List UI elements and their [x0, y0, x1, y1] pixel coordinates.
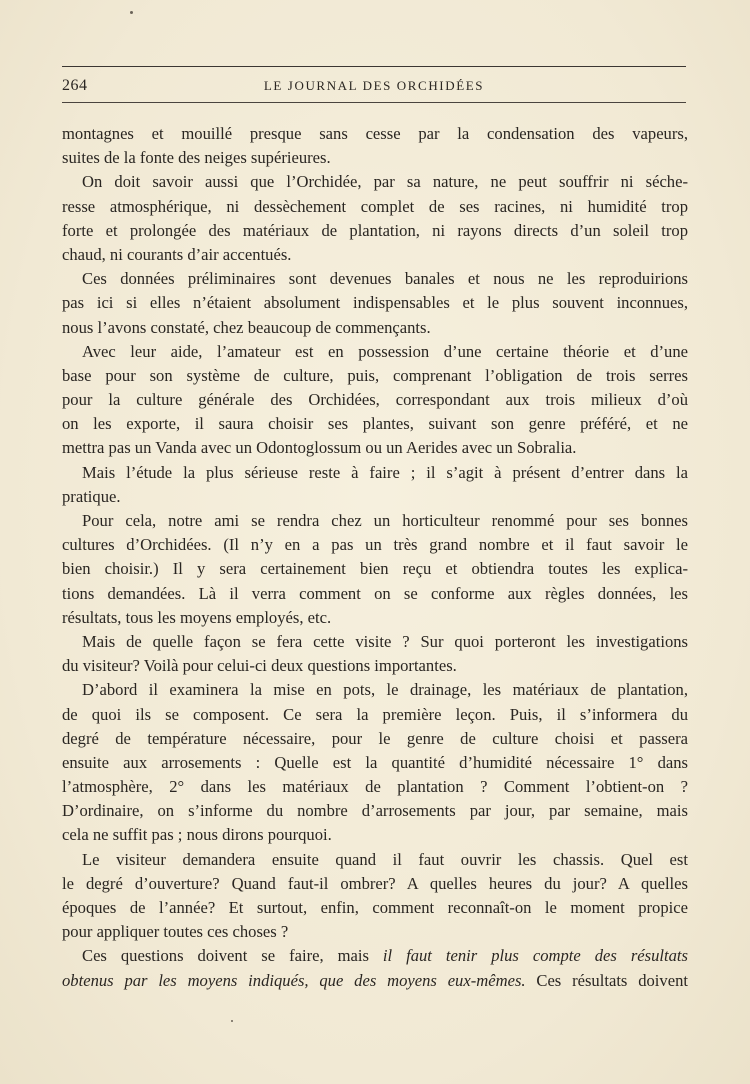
print-speck [231, 1020, 233, 1022]
text-line: l’atmosphère, 2° dans les matériaux de plantation ? Comment l’obtient-on ? [62, 777, 688, 797]
text-line: degré de température nécessaire, pour le genre de culture choisi et passera [62, 728, 688, 748]
text-line-mixed [62, 969, 688, 993]
text-line: chaud, ni courants d’air accentués. [62, 244, 292, 264]
text-line: pour appliquer toutes ces choses ? [62, 922, 289, 942]
text-line: D’abord il examinera la mise en pots, le drainage, les matériaux de plantation, [82, 680, 688, 700]
text-line: On doit savoir aussi que l’Orchidée, par sa nature, ne peut souffrir ni séche- [82, 172, 688, 192]
text-line: le degré d’ouverture? Quand faut-il ombrer? A quelles heures du jour? A quelles [62, 873, 688, 893]
text-line: on les exporte, il saura choisir ses plantes, suivant son genre préféré, et ne [62, 414, 688, 434]
text-line: cultures d’Orchidées. (Il n’y en a pas un très grand nombre et il faut savoir le [62, 535, 688, 555]
text-line: bien choisir.) Il y sera certainement bien reçu et obtiendra toutes les explica- [62, 559, 688, 579]
print-speck [130, 11, 133, 14]
text-line: résultats, tous les moyens employés, etc. [62, 607, 332, 627]
text-line: tions demandées. Là il verra comment on se conforme aux règles données, les [62, 583, 688, 603]
text-line: Avec leur aide, l’amateur est en possession d’une certaine théorie et d’une [82, 341, 688, 361]
text-line: suites de la fonte des neiges supérieures. [62, 148, 331, 168]
text-line: de quoi ils se composent. Ce sera la première leçon. Puis, il s’informera du [62, 704, 688, 724]
text-line: resse atmosphérique, ni dessèchement complet de ses racines, ni humidité trop [62, 196, 688, 216]
page-number: 264 [62, 77, 88, 94]
text-line-mixed [62, 944, 688, 968]
italic-text-segment: obtenus par les moyens indiqués, que des moyens eux-mêmes. [62, 970, 526, 990]
text-line: mettra pas un Vanda avec un Odontoglossum ou un Aerides avec un Sobralia. [62, 438, 577, 458]
running-title: LE JOURNAL DES ORCHIDÉES [263, 78, 485, 93]
text-line: pas ici si elles n’étaient absolument indispensables et le plus souvent inconnues, [62, 293, 688, 313]
text-line: montagnes et mouillé presque sans cesse par la condensation des vapeurs, [62, 124, 688, 143]
text-line: du visiteur? Voilà pour celui-ci deux questions importantes. [62, 656, 457, 676]
text-line: époques de l’année? Et surtout, enfin, comment reconnaît-on le moment propice [62, 898, 688, 917]
text-line: Mais de quelle façon se fera cette visite ? Sur quoi porteront les investigations [82, 631, 688, 651]
text-line: Le visiteur demandera ensuite quand il faut ouvrir les chassis. Quel est [82, 849, 688, 869]
text-line: nous l’avons constaté, chez beaucoup de commençants. [62, 317, 431, 337]
text-segment: Ces questions doivent se faire, mais [82, 946, 383, 966]
text-line: pour la culture générale des Orchidées, correspondant aux trois milieux d’où [62, 390, 688, 410]
text-segment: Ces résultats doivent [525, 970, 688, 990]
text-line: forte et prolongée des matériaux de plantation, ni rayons directs d’un soleil trop [62, 220, 688, 240]
text-line: D’ordinaire, on s’informe du nombre d’arrosements par jour, par semaine, mais [62, 801, 688, 821]
body-text [62, 122, 688, 993]
text-line: cela ne suffit pas ; nous dirons pourquoi. [62, 825, 332, 845]
text-line: pratique. [62, 486, 121, 506]
text-line: Pour cela, notre ami se rendra chez un horticulteur renommé pour ses bonnes [82, 511, 688, 530]
text-line: base pour son système de culture, puis, comprenant l’obligation de trois serres [62, 365, 688, 385]
header-rule-top [62, 66, 686, 67]
header-rule-bottom [62, 102, 686, 103]
text-line: Ces données préliminaires sont devenues banales et nous ne les reproduirions [82, 269, 688, 289]
italic-text-segment: il faut tenir plus compte des résultats [382, 946, 688, 966]
text-line: Mais l’étude la plus sérieuse reste à faire ; il s’agit à présent d’entrer dans la [82, 462, 688, 482]
page-header [62, 66, 686, 106]
text-line: ensuite aux arrosements : Quelle est la quantité d’humidité nécessaire 1° dans [62, 752, 688, 772]
